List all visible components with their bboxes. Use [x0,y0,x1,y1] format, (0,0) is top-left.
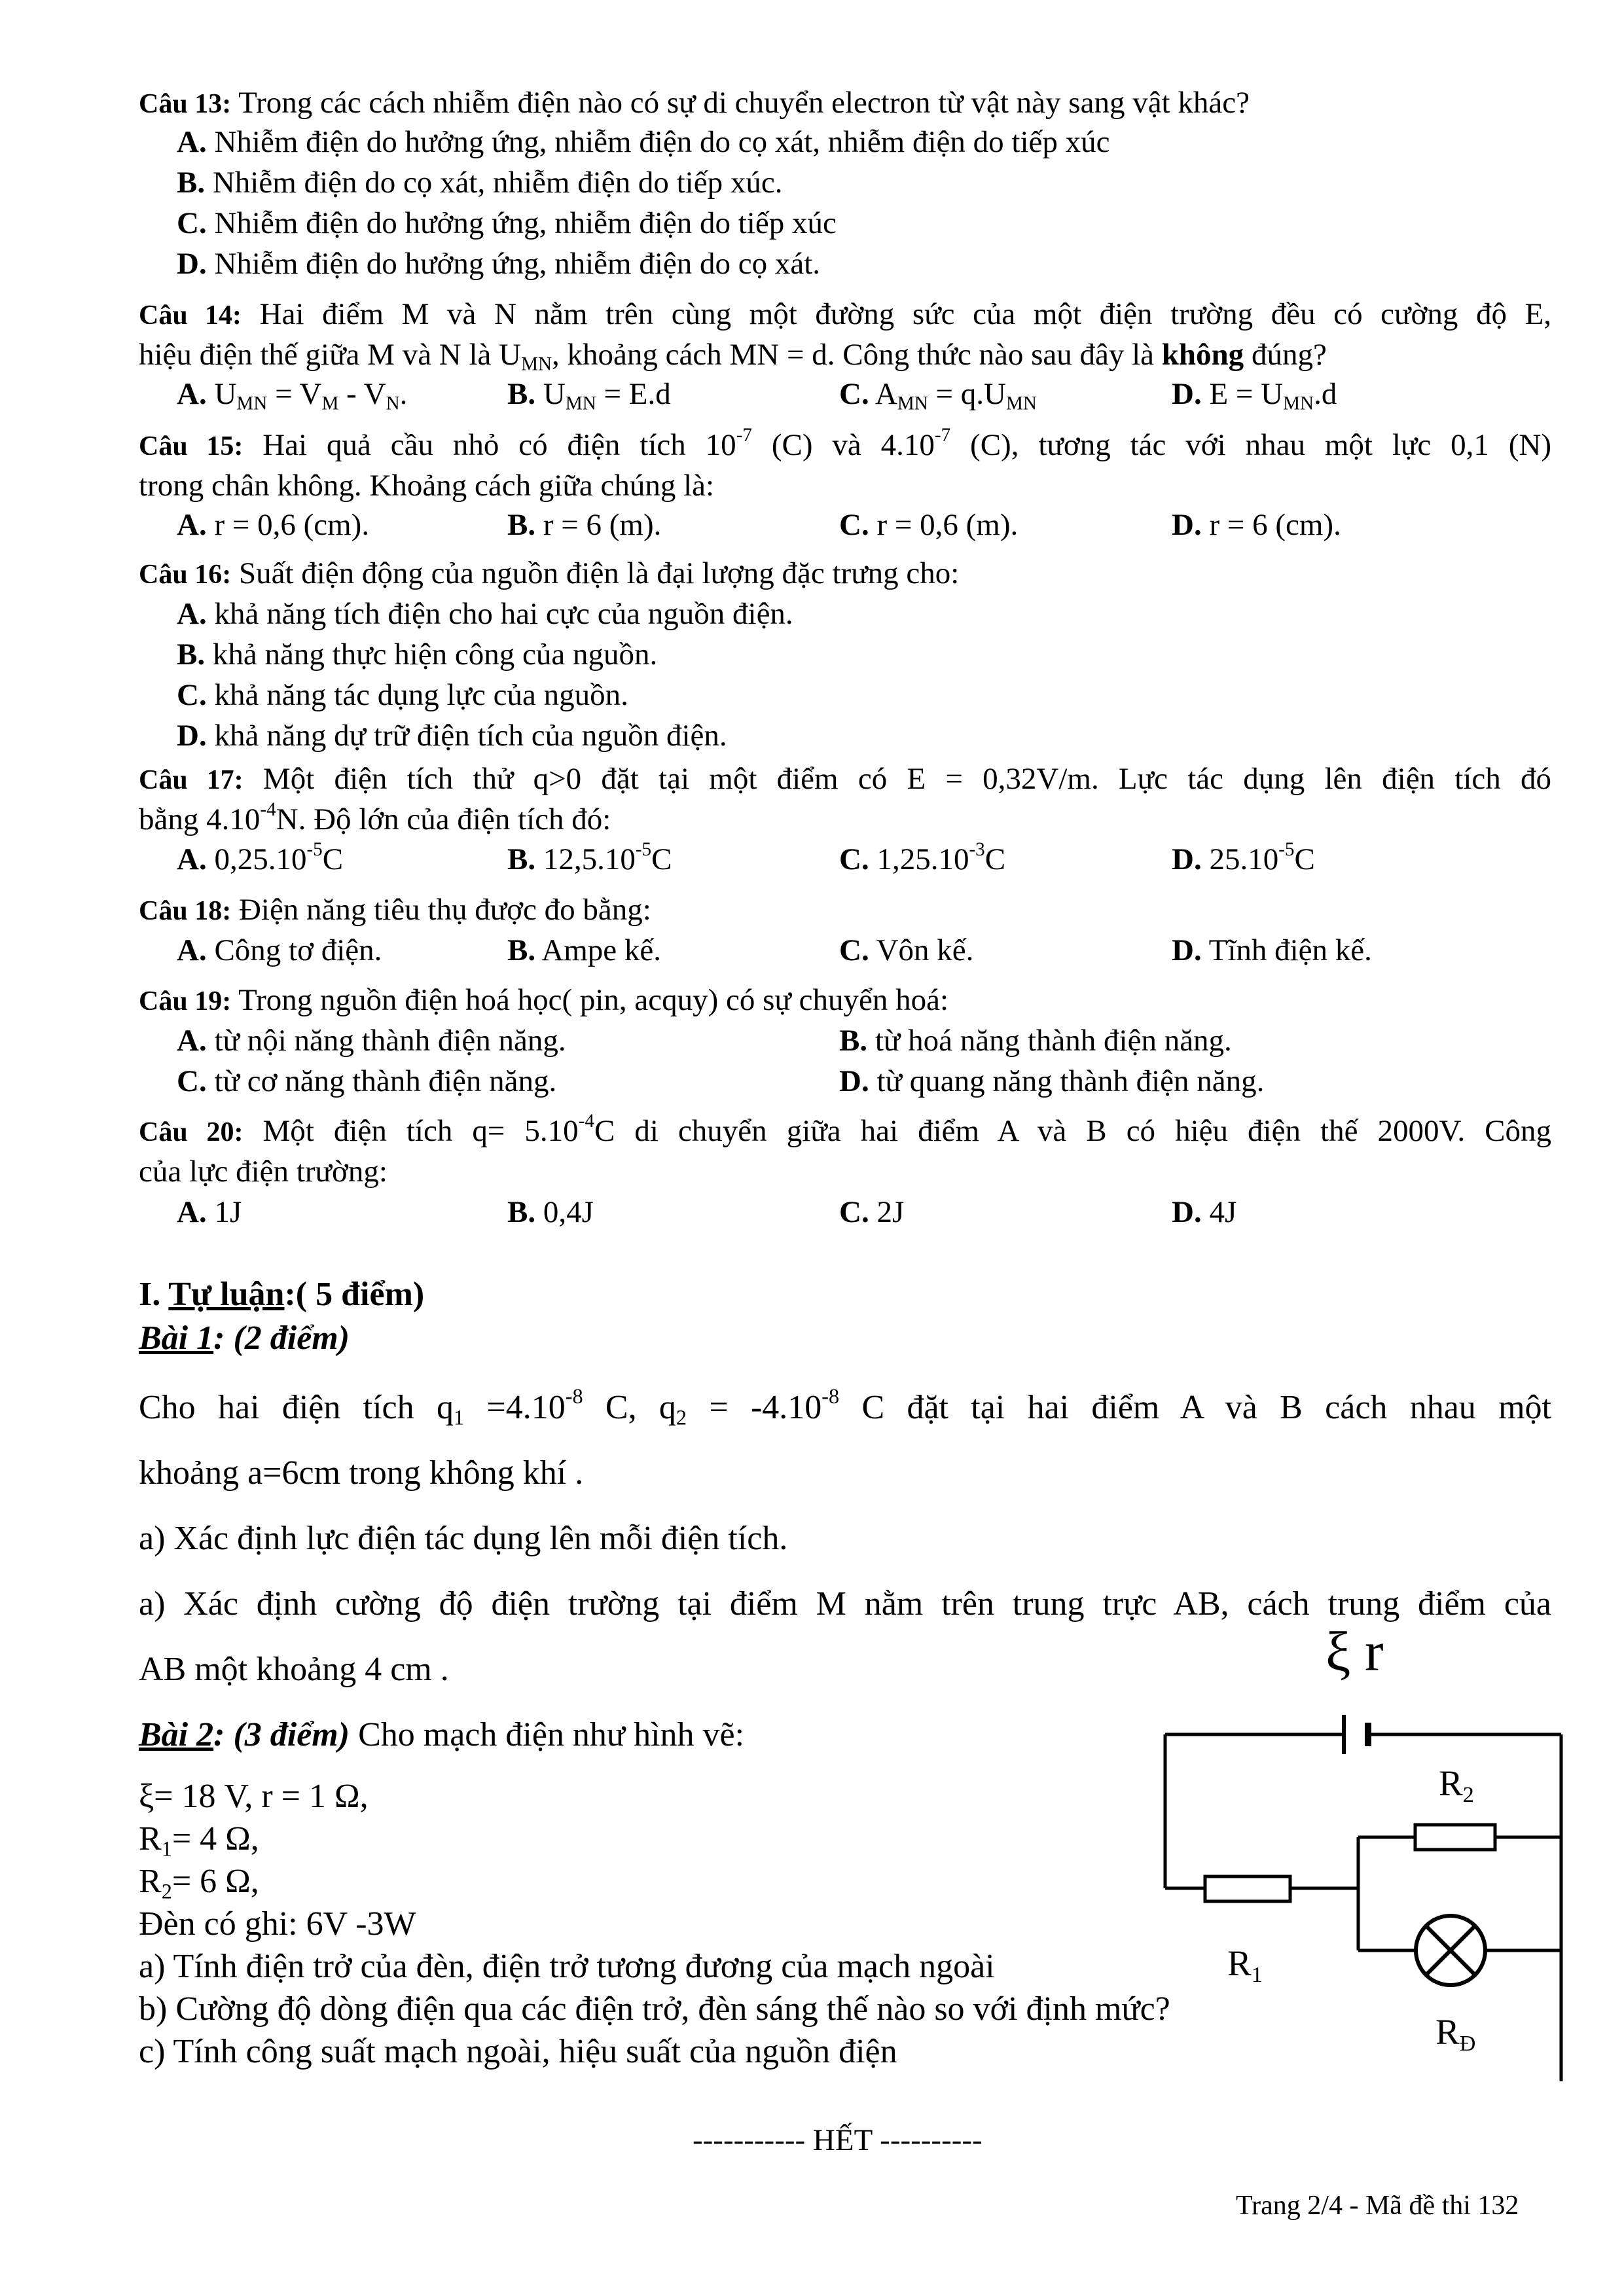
bai2-question-b: b) Cường độ dòng điện qua các điện trở, đèn sáng thế nào so với định mức? [139,1990,1170,2028]
q17-option-b: B. $12,5.10^{-5}C$ [507,839,672,876]
bai2-title: Bài 2: (3 điểm) Cho mạch điện như hình vẽ: [139,1716,745,1753]
bai2-r2: $R_2= 6$ Ω, [139,1863,259,1903]
q17-option-d: D. $25.10^{-5}C$ [1172,839,1315,876]
circuit-diagram [1139,1620,1584,2081]
q15-option-b: B. r = 6 (m). [507,508,662,542]
q17-option-a: A. $0,25.10^{-5}C$ [177,839,344,876]
bai2-source: ξ= 18 V, r = 1 Ω, [139,1778,369,1815]
r2-label: $R_2$ [1439,1763,1474,1808]
q18-option-b: B. Ampe kế. [507,933,662,967]
q17-stem-line1: Câu 17: Một điện tích thử q>0 đặt tại một điểm có E = 0,32V/m. Lực tác dụng lên điện tích đó [139,762,1552,796]
r2-resistor [1415,1825,1495,1850]
source-label: ξ r [1326,1620,1384,1683]
bai2-lamp: Đèn có ghi: 6V -3W [139,1905,416,1943]
end-marker: ----------- HẾT ---------- [693,2123,983,2157]
essay-heading: I. Tự luận:( 5 điểm) [139,1276,425,1313]
q13-label: Câu 13: [139,89,232,119]
q18-option-a: A. Công tơ điện. [177,933,382,967]
q15-option-d: D. r = 6 (cm). [1172,508,1341,542]
q13-text: Trong các cách nhiễm điện nào có sự di chuyển electron từ vật này sang vật khác? [238,86,1250,120]
rd-label: $R_Đ$ [1435,2012,1476,2056]
page-footer: Trang 2/4 - Mã đề thi 132 [1236,2191,1519,2221]
q18-stem: Câu 18: Điện năng tiêu thụ được đo bằng: [139,893,651,927]
bai1-question-b-line1: a) Xác định cường độ điện trường tại điểm M nằm trên trung trực AB, cách trung điểm của [139,1585,1551,1623]
lamp-icon [1416,1916,1485,1985]
q20-option-d: D. 4J [1172,1195,1237,1229]
q20-option-b: B. 0,4J [507,1195,594,1229]
q13-option-b: B. Nhiễm điện do cọ xát, nhiễm điện do tiếp xúc. [177,166,783,200]
bai1-question-b-line2: AB một khoảng 4 cm . [139,1651,449,1688]
q20-stem-line2: của lực điện trường: [139,1155,388,1189]
q16-option-b: B. khả năng thực hiện công của nguồn. [177,637,658,672]
q16-option-d: D. khả năng dự trữ điện tích của nguồn điện. [177,719,727,753]
q13-option-a: A. Nhiễm điện do hưởng ứng, nhiễm điện do cọ xát, nhiễm điện do tiếp xúc [177,125,1110,159]
q19-option-b: B. từ hoá năng thành điện năng. [839,1024,1232,1058]
q15-stem-line1: Câu 15: Hai quả cầu nhỏ có điện tích $10^{-7}$ (C) và $4.10^{-7}$ (C), tương tác với nhau một lực 0,1 (N) [139,425,1552,462]
bai1-para-line2: khoảng a=6cm trong không khí . [139,1454,584,1492]
q19-option-c: C. từ cơ năng thành điện năng. [177,1064,557,1098]
q17-stem-line2: bằng $4.10^{-4}N$. Độ lớn của điện tích đó: [139,799,611,836]
q13-stem [139,83,1250,124]
q16-stem: Câu 16: Suất điện động của nguồn điện là đại lượng đặc trưng cho: [139,556,960,590]
q19-option-d: D. từ quang năng thành điện năng. [839,1064,1265,1098]
q20-option-c: C. 2J [839,1195,905,1229]
r1-resistor [1205,1876,1290,1901]
bai2-question-c: c) Tính công suất mạch ngoài, hiệu suất của nguồn điện [139,2033,897,2070]
bai1-question-a: a) Xác định lực điện tác dụng lên mỗi điện tích. [139,1520,788,1557]
q14-stem-line2: hiệu điện thế giữa M và N là $U_{MN}$, khoảng cách MN = d. Công thức nào sau đây là không đúng? [139,338,1327,375]
bai1-para-line1: Cho hai điện tích $q_1 =4.10^{-8}$ C, $q_2 = -4.10^{-8}$ C đặt tại hai điểm A và B cách nhau một [139,1384,1552,1429]
bai2-r1: $R_1= 4$ Ω, [139,1820,259,1861]
q13-option-d: D. Nhiễm điện do hưởng ứng, nhiễm điện do cọ xát. [177,247,821,281]
q19-option-a: A. từ nội năng thành điện năng. [177,1024,566,1058]
q18-option-d: D. Tĩnh điện kế. [1172,933,1372,967]
q14-option-b: B. $U_{MN} = E.d$ [507,377,671,414]
q14-option-c: C. $A_{MN} = q.U_{MN}$ [839,377,1037,414]
q15-stem-line2: trong chân không. Khoảng cách giữa chúng là: [139,469,715,503]
q14-option-a: A. $U_{MN} = V_M - V_N$. [177,377,408,414]
q13-option-c: C. Nhiễm điện do hưởng ứng, nhiễm điện do tiếp xúc [177,206,837,240]
bai1-title: Bài 1: (2 điểm) [139,1319,350,1357]
q16-option-a: A. khả năng tích điện cho hai cực của nguồn điện. [177,597,793,631]
q14-stem-line1: Câu 14: Hai điểm M và N nằm trên cùng một đường sức của một điện trường đều có cường độ E, [139,297,1552,331]
q19-stem: Câu 19: Trong nguồn điện hoá học( pin, acquy) có sự chuyển hoá: [139,983,949,1017]
q15-option-c: C. r = 0,6 (m). [839,508,1019,542]
bai2-question-a: a) Tính điện trở của đèn, điện trở tương đương của mạch ngoài [139,1948,995,1985]
q16-option-c: C. khả năng tác dụng lực của nguồn. [177,678,628,712]
q17-option-c: C. $1,25.10^{-3}C$ [839,839,1006,876]
q20-option-a: A. 1J [177,1195,242,1229]
r1-label: $R_1$ [1227,1943,1263,1988]
q20-stem-line1: Câu 20: Một điện tích $q= 5.10^{-4}C$ di chuyển giữa hai điểm A và B có hiệu điện thế 2000V. Công [139,1111,1551,1148]
q14-option-d: D. $E = U_{MN}.d$ [1172,377,1337,414]
q15-option-a: A. r = 0,6 (cm). [177,508,370,542]
q18-option-c: C. Vôn kế. [839,933,974,967]
